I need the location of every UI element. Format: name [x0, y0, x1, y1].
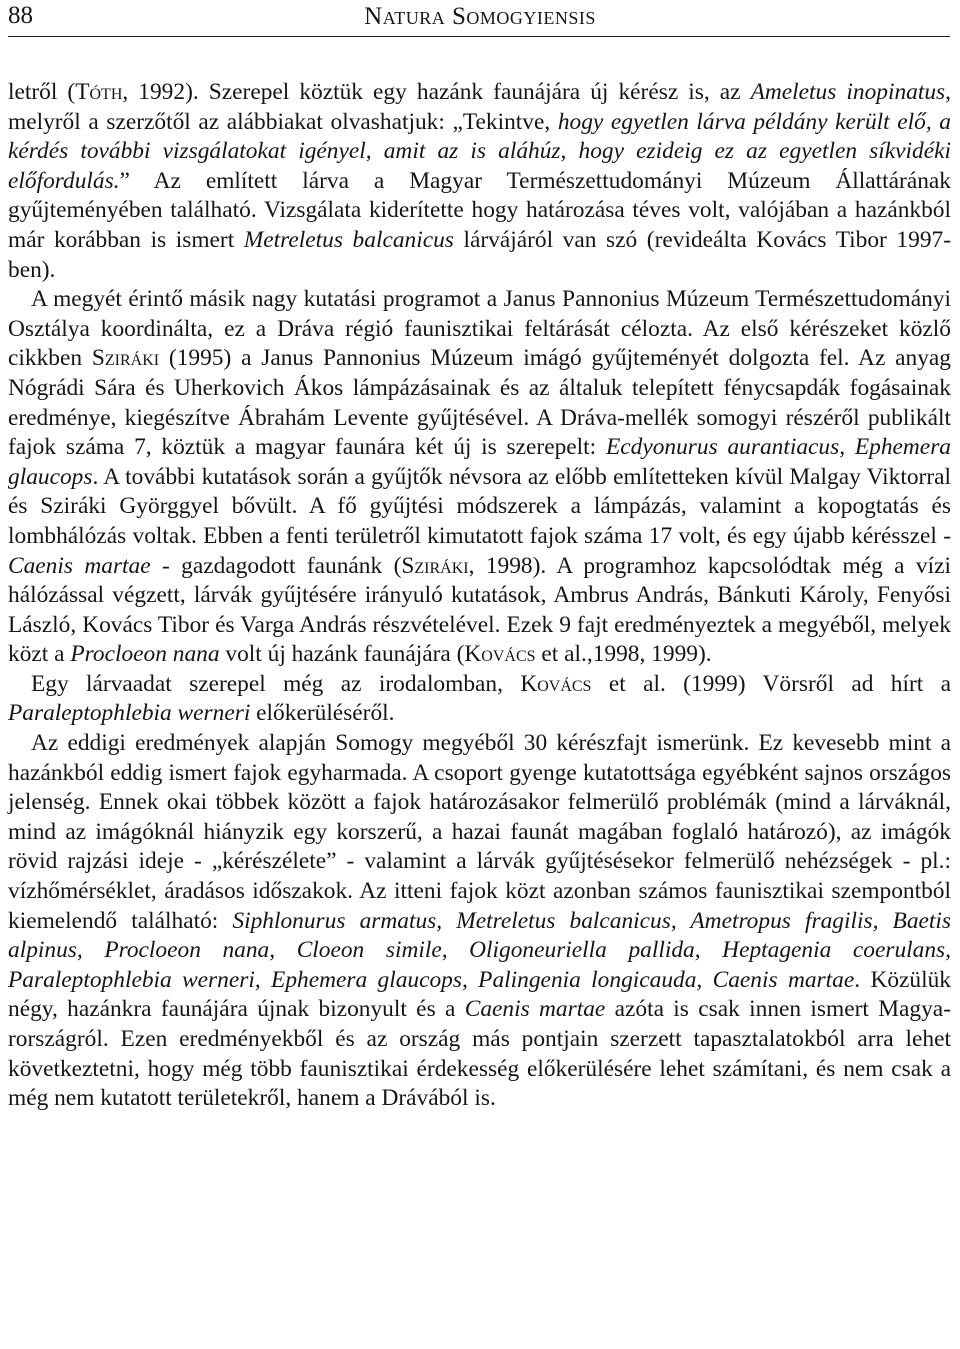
species-name: Caenis martae [8, 552, 151, 579]
species-name: Procloeon nana [70, 641, 220, 668]
paragraph [8, 729, 951, 1114]
text-run: (1995) a Janus Pannonius Múzeum imágó gyűjteményét dolgozta fel. Az anyag Nógrádi Sára és Uherkovich Ákos lámpázásainak és az általuk telepített fénycsapdák fogásainak eredménye, kiegészítve Ábrahám Levente gyűjtésével. A Dráva-mellék somogyi részéről publikált fajok száma 7, köztük a magyar faunára két új is szerepelt: [8, 345, 951, 461]
species-name: Ecdyonurus aurantiacus, Ephemera glaucops [8, 434, 951, 490]
text-run: . A további kutatások során a gyűjtők névsora az előbb említetteken kívül Malgay Viktorral és Sziráki Györggyel bővült. A fő gyűjtési módszerek a lámpázás, valamint a kopogtatás és lombhálózás voltak. Ebben a fenti területről kimutatott fajok száma 17 volt, és egy újabb kérésszel - [8, 463, 951, 549]
author-citation: Tóth [75, 79, 123, 105]
species-name: Metreletus balcanicus [243, 226, 454, 253]
text-run: előkerüléséről. [250, 700, 395, 727]
author-citation: Sziráki [401, 552, 469, 579]
text-run: azóta is csak innen ismert Magyarországról. Ezen eredményekből és az ország más pontjain szerzett tapasztalatokból arra lehet következtetni, hogy még több faunisztikai érdekesség előkerülésére lehet számítani, és nem csak a még nem kutatott területekről, hanem a Drávából is. [8, 996, 951, 1112]
body-text [8, 78, 951, 1114]
running-header [8, 2, 952, 36]
text-run: A megyét érintő másik nagy kutatási programot a Janus Pannonius Múzeum Természettudományi Osztálya koordinálta, ez a Dráva régió faunisztikai feltárását célozta. Az első kérészeket közlő cikkben [8, 286, 951, 372]
species-name: Caenis martae [464, 996, 606, 1023]
text-run: , melyről a szerzőtől az alábbiakat olvashatjuk: „Tekintve, [8, 79, 952, 135]
author-citation: Kovács [520, 670, 592, 697]
text-run: . Közülük négy, hazánkra faunájára újnak bizonyult és a [8, 966, 951, 1023]
text-run: et al. (1999) Vörsről ad hírt a [591, 670, 952, 697]
text-run: , 1998). A programhoz kapcsolódtak még a vízi hálózással végzett, lárvák gyűjtésére irányuló kutatások, Ambrus András, Bánkuti Károly, Fenyősi László, Kovács Tibor és Varga András részvételével. Ezek 9 fajt eredményeztek a megyéből, melyek közt a [8, 552, 951, 668]
text-run: , 1992). Szerepel köztük egy hazánk faunájára új kérész is, az [122, 79, 751, 105]
text-run: ” Az említett lárva a Magyar Természettudományi Múzeum Állattárának gyűjteményében található. Vizsgálata kiderítette hogy határozása téves volt, valójában a hazánkból már korábban is ismert [8, 167, 951, 253]
species-name: hogy egyetlen lárva példány került elő, a kérdés további vizsgálatokat igényel, amit az is aláhúz, hogy ezideig ez az egyetlen síkvidéki előfordulás. [8, 108, 951, 194]
author-citation: Sziráki [91, 345, 160, 372]
page-number: 88 [8, 2, 33, 29]
text-run: et al.,1998, 1999). [535, 641, 712, 668]
species-name: Paraleptophlebia werneri [8, 700, 251, 727]
paragraph [8, 78, 951, 285]
journal-title: Natura Somogyiensis [364, 3, 596, 30]
species-name: Ameletus inopinatus [750, 79, 946, 105]
text-run: volt új hazánk faunájára ( [219, 641, 465, 668]
text-run: lárvájáról van szó (revideálta Kovács Tibor 1997-ben). [8, 226, 951, 283]
paragraph [8, 670, 951, 729]
header-rule [8, 36, 950, 37]
text-run: Az eddigi eredmények alapján Somogy megyéből 30 kérészfajt ismerünk. Ez kevesebb mint a hazánkból eddig ismert fajok egyharmada. A csoport gyenge kutatottsága egyébként sajnos országos jelenség. Ennek okai többek között a fajok határozásakor felmerülő problémák (mind a lárváknál, mind az imágóknál hiányzik egy korszerű, a hazai faunát magában foglaló határozó), az imágók rövid rajzási ideje - „kérészélete” - valamint a lárvák gyűjtésésekor felmerülő nehézségek - pl.: vízhőmérséklet, áradásos időszakok. Az itteni fajok közt azonban számos faunisztikai szempontból kiemelendő található: [8, 730, 951, 934]
paragraph [8, 285, 951, 670]
text-run: - gazdagodott faunánk ( [150, 552, 402, 579]
author-citation: Kovács [464, 641, 536, 668]
text-run: Egy lárvaadat szerepel még az irodalomban, [31, 670, 521, 697]
species-name: Siphlonurus armatus, Metreletus balcanicus, Ametropus fragilis, Baetis alpinus, Procloeon nana, Cloeon simile, Oligoneuriella pallida, Heptagenia coerulans, Paraleptophlebia werneri, Ephemera glaucops, Palingenia longicauda, Caenis martae [8, 907, 952, 993]
text-run: letről ( [8, 79, 76, 105]
